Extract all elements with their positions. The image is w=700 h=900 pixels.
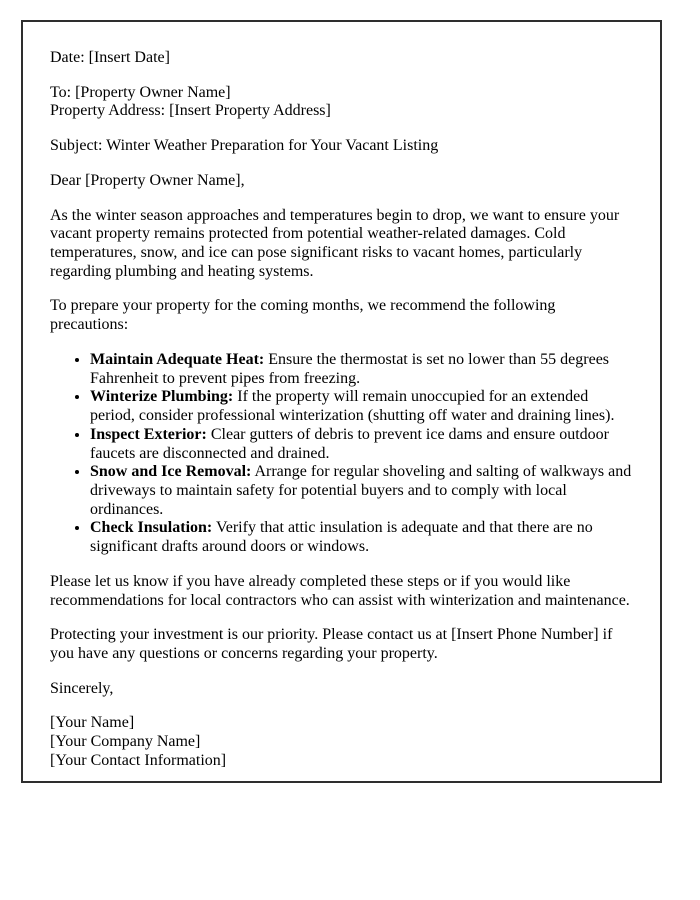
- list-item-maintain-heat: [90, 351, 633, 388]
- subject-line: Subject: Winter Weather Preparation for Your Vacant Listing: [50, 137, 439, 155]
- precaution-text: If the property will remain unoccupied for an extended period, consider professional winterization (shutting off water and draining lines).: [90, 388, 615, 425]
- list-item-inspect-exterior: [90, 426, 633, 463]
- to-line: To: [Property Owner Name]: [50, 83, 231, 101]
- intro-paragraph: As the winter season approaches and temperatures begin to drop, we want to ensure your vacant property remains protected from potential weather-related damages. Cold temperatures, snow, and ice can pose significant risks to vacant homes, particularly regarding plumbing and heating systems.: [50, 206, 620, 280]
- property-address-line: Property Address: [Insert Property Address]: [50, 102, 331, 120]
- precaution-label: Snow and Ice Removal:: [90, 463, 252, 481]
- precaution-text: Clear gutters of debris to prevent ice dams and ensure outdoor faucets are disconnected and drained.: [90, 425, 609, 462]
- list-item-winterize-plumbing: [90, 388, 633, 425]
- contact-paragraph: Protecting your investment is our priority. Please contact us at [Insert Phone Number] if you have any questions or concerns regarding your property.: [50, 626, 613, 662]
- signature-contact-line: [Your Contact Information]: [50, 751, 227, 769]
- precautions-lead-paragraph: To prepare your property for the coming months, we recommend the following precautions:: [50, 297, 556, 334]
- followup-paragraph: Please let us know if you have already completed these steps or if you would like recommendations for local contractors who can assist with winterization and maintenance.: [50, 572, 630, 609]
- precautions-list: [50, 351, 633, 557]
- precaution-label: Winterize Plumbing:: [90, 388, 234, 406]
- signature-block: [50, 714, 633, 770]
- signature-company-line: [Your Company Name]: [50, 733, 201, 751]
- list-item-snow-ice-removal: [90, 463, 633, 519]
- recipient-block: [50, 84, 633, 121]
- closing: Sincerely,: [50, 679, 114, 697]
- salutation: Dear [Property Owner Name],: [50, 171, 245, 189]
- signature-name-line: [Your Name]: [50, 714, 135, 732]
- precaution-text: Ensure the thermostat is set no lower than 55 degrees Fahrenheit to prevent pipes from freezing.: [90, 350, 610, 387]
- letter-document: [21, 20, 662, 783]
- precaution-label: Inspect Exterior:: [90, 425, 207, 443]
- precaution-text: Arrange for regular shoveling and salting of walkways and driveways to maintain safety for potential buyers and to comply with local ordinances.: [90, 463, 632, 518]
- precaution-label: Maintain Adequate Heat:: [90, 350, 265, 368]
- list-item-check-insulation: [90, 519, 633, 556]
- date-line: Date: [Insert Date]: [50, 49, 170, 66]
- precaution-text: Verify that attic insulation is adequate and that there are no significant drafts around doors or windows.: [90, 519, 593, 556]
- precaution-label: Check Insulation:: [90, 519, 213, 537]
